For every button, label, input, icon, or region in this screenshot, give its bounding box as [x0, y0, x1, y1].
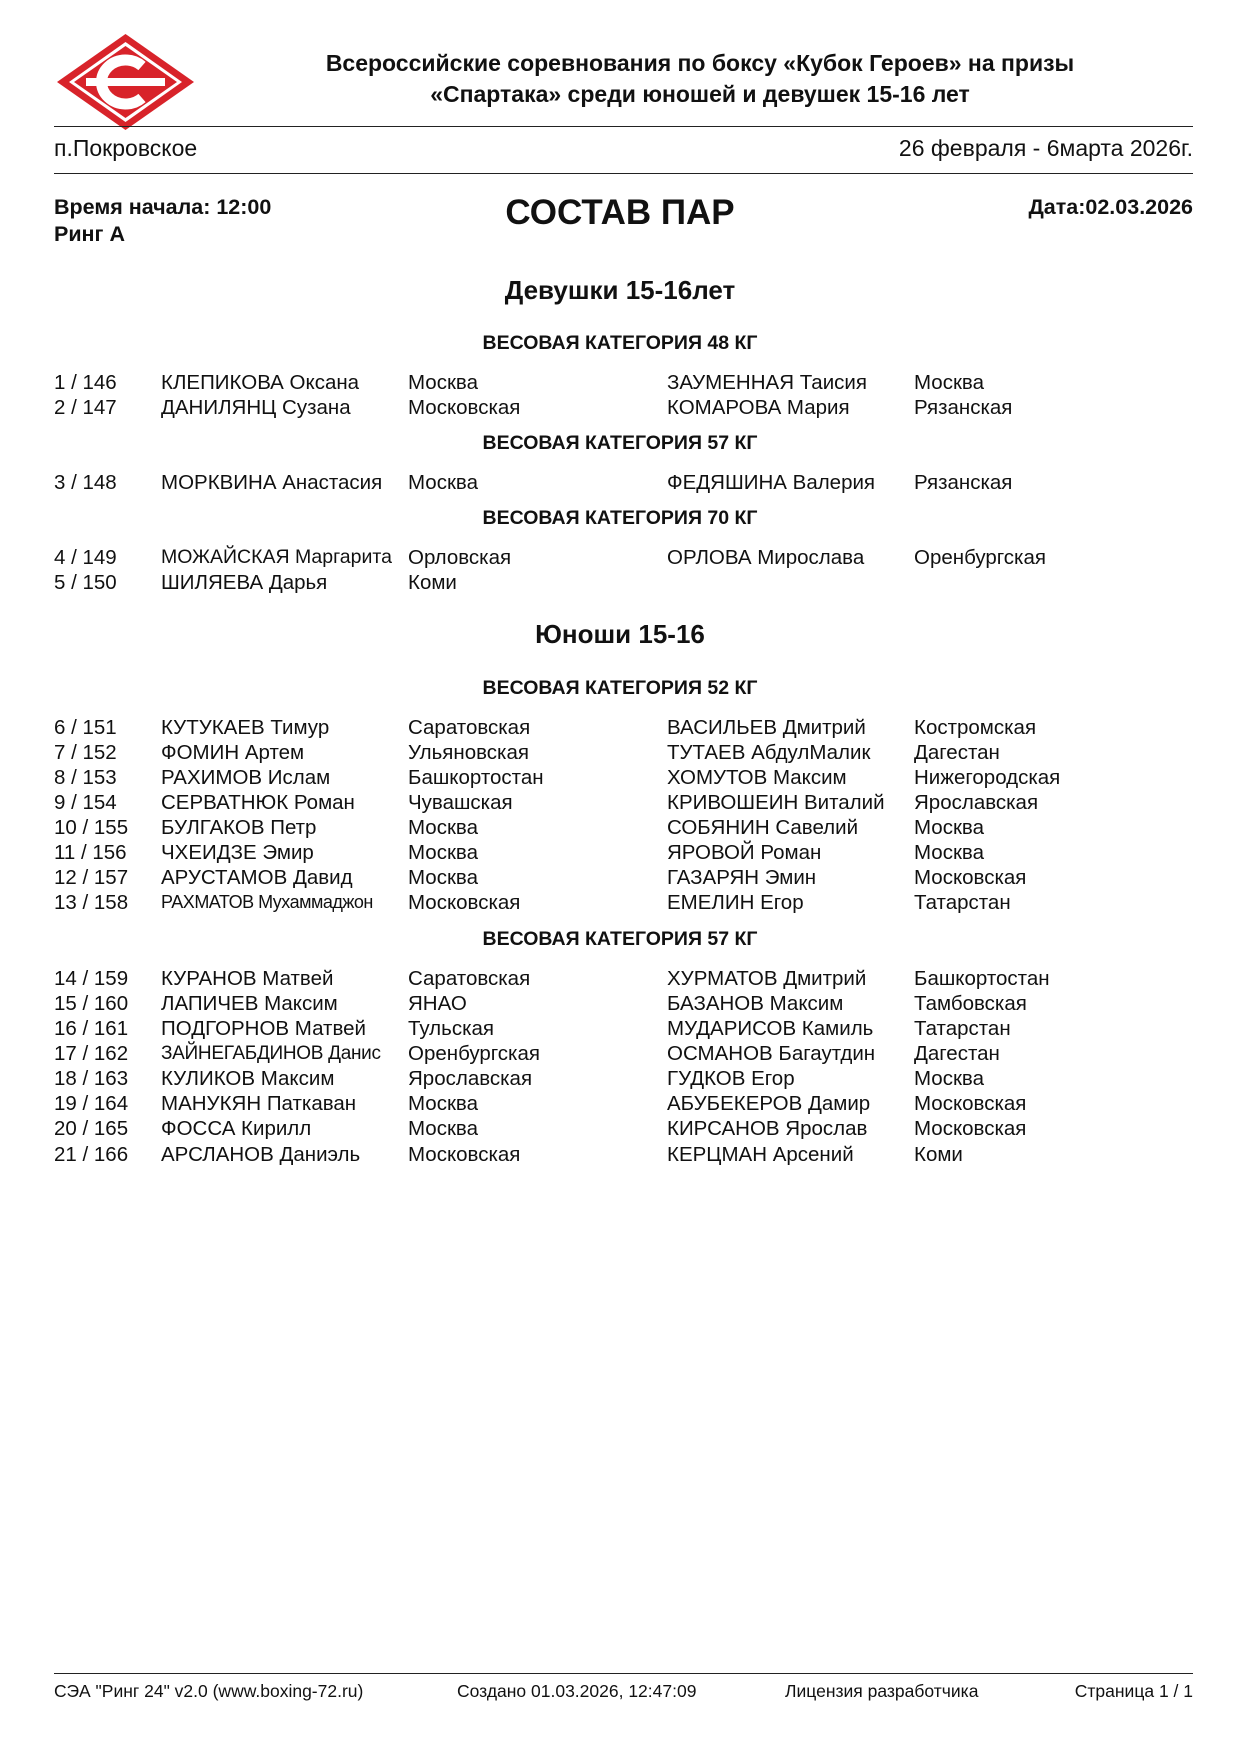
region-blue: Костромская [914, 716, 1037, 739]
boxer-red: МАНУКЯН Паткаван [161, 1092, 357, 1115]
region-blue: Ярославская [914, 791, 1039, 814]
region-blue: Москва [914, 371, 984, 394]
region-red: Ульяновская [408, 741, 529, 764]
bout-number: 8 / 153 [54, 766, 117, 789]
boxer-red: ЧХЕИДЗЕ Эмир [161, 841, 314, 864]
region-blue: Оренбургская [914, 546, 1046, 569]
bout-number: 16 / 161 [54, 1017, 129, 1040]
bout-number: 13 / 158 [54, 891, 129, 914]
bout-row [0, 715, 1240, 740]
weight-category-title: ВЕСОВАЯ КАТЕГОРИЯ 70 КГ [482, 507, 758, 529]
bout-row [0, 1142, 1240, 1167]
boxer-blue: ХУРМАТОВ Дмитрий [667, 967, 867, 990]
boxer-red: АРУСТАМОВ Давид [161, 866, 353, 889]
bout-row [0, 545, 1240, 570]
bout-row [0, 865, 1240, 890]
weight-category-title: ВЕСОВАЯ КАТЕГОРИЯ 57 КГ [482, 928, 758, 950]
region-red: Москва [408, 866, 478, 889]
region-red: Коми [408, 571, 457, 594]
event-dates: 26 февраля - 6марта 2026г. [898, 135, 1193, 161]
bout-row [0, 470, 1240, 495]
bout-number: 5 / 150 [54, 571, 117, 594]
bout-row [0, 1016, 1240, 1041]
region-blue: Дагестан [914, 1042, 1000, 1065]
footer-software: СЭА "Ринг 24" v2.0 (www.boxing-72.ru) [54, 1681, 364, 1701]
boxer-red: СЕРВАТНЮК Роман [161, 791, 355, 814]
region-blue: Татарстан [914, 891, 1011, 914]
boxer-blue: КИРСАНОВ Ярослав [667, 1117, 868, 1140]
location: п.Покровское [54, 135, 198, 161]
bout-number: 21 / 166 [54, 1143, 129, 1166]
bout-row [0, 1091, 1240, 1116]
boxer-blue: КОМАРОВА Мария [667, 396, 850, 419]
start-time: Время начала: 12:00 [54, 195, 272, 219]
competition-title-line1: Всероссийские соревнования по боксу «Кубок Героев» на призы [325, 50, 1075, 76]
boxer-blue: АБУБЕКЕРОВ Дамир [667, 1092, 871, 1115]
boxer-blue: ФЕДЯШИНА Валерия [667, 471, 876, 494]
boxer-blue: МУДАРИСОВ Камиль [667, 1017, 874, 1040]
boxer-red: ЗАЙНЕГАБДИНОВ Данис [161, 1043, 381, 1064]
boxer-red: КУЛИКОВ Максим [161, 1067, 335, 1090]
boxer-red: КУТУКАЕВ Тимур [161, 716, 330, 739]
section-title-girls: Девушки 15-16лет [504, 275, 736, 305]
region-red: Башкортостан [408, 766, 544, 789]
region-red: Ярославская [408, 1067, 533, 1090]
bout-row [0, 570, 1240, 595]
boxer-red: МОЖАЙСКАЯ Маргарита [161, 546, 392, 568]
region-red: Москва [408, 371, 478, 394]
bout-row [0, 966, 1240, 991]
bout-number: 2 / 147 [54, 396, 117, 419]
bout-number: 20 / 165 [54, 1117, 129, 1140]
region-red: Московская [408, 396, 521, 419]
boxer-blue: ХОМУТОВ Максим [667, 766, 847, 789]
spartak-logo [54, 31, 197, 133]
boxer-red: ЛАПИЧЕВ Максим [161, 992, 338, 1015]
boxer-red: МОРКВИНА Анастасия [161, 471, 383, 494]
region-red: Орловская [408, 546, 512, 569]
bout-number: 4 / 149 [54, 546, 117, 569]
region-red: ЯНАО [408, 992, 467, 1015]
footer-created: Создано 01.03.2026, 12:47:09 [457, 1681, 697, 1701]
region-blue: Дагестан [914, 741, 1000, 764]
bout-number: 9 / 154 [54, 791, 117, 814]
header-divider-2 [54, 173, 1193, 174]
boxer-red: КУРАНОВ Матвей [161, 967, 334, 990]
bout-number: 17 / 162 [54, 1042, 129, 1065]
bout-number: 14 / 159 [54, 967, 129, 990]
boxer-blue: ОСМАНОВ Багаутдин [667, 1042, 876, 1065]
bout-row [0, 1041, 1240, 1066]
section-title-boys: Юноши 15-16 [535, 619, 705, 649]
region-red: Московская [408, 891, 521, 914]
boxer-blue: ОРЛОВА Мирослава [667, 546, 865, 569]
bout-row [0, 815, 1240, 840]
region-blue: Коми [914, 1143, 963, 1166]
weight-category-title: ВЕСОВАЯ КАТЕГОРИЯ 48 КГ [482, 332, 758, 354]
boxer-red: РАХИМОВ Ислам [161, 766, 331, 789]
boxer-blue: СОБЯНИН Савелий [667, 816, 859, 839]
boxer-blue: ЯРОВОЙ Роман [667, 841, 822, 864]
boxer-blue: ГУДКОВ Егор [667, 1067, 795, 1090]
bout-number: 6 / 151 [54, 716, 117, 739]
boxer-blue: КРИВОШЕИН Виталий [667, 791, 885, 814]
boxer-red: ФОМИН Артем [161, 741, 305, 764]
boxer-red: ДАНИЛЯНЦ Сузана [161, 396, 351, 419]
boxer-blue: КЕРЦМАН Арсений [667, 1143, 854, 1166]
bout-row [0, 395, 1240, 420]
boxer-red: АРСЛАНОВ Даниэль [161, 1143, 361, 1166]
boxer-red: ШИЛЯЕВА Дарья [161, 571, 328, 594]
footer-license: Лицензия разработчика [785, 1681, 979, 1701]
bout-number: 3 / 148 [54, 471, 117, 494]
boxer-blue: ТУТАЕВ АбдулМалик [667, 741, 871, 764]
bout-row [0, 840, 1240, 865]
region-red: Москва [408, 841, 478, 864]
boxer-blue: ГАЗАРЯН Эмин [667, 866, 817, 889]
region-blue: Тамбовская [914, 992, 1027, 1015]
bout-row [0, 740, 1240, 765]
region-red: Москва [408, 1092, 478, 1115]
weight-category-title: ВЕСОВАЯ КАТЕГОРИЯ 52 КГ [482, 677, 758, 699]
bout-number: 18 / 163 [54, 1067, 129, 1090]
boxer-red: КЛЕПИКОВА Оксана [161, 371, 360, 394]
region-red: Оренбургская [408, 1042, 540, 1065]
bout-row [0, 370, 1240, 395]
footer-divider [54, 1673, 1193, 1674]
region-blue: Москва [914, 816, 984, 839]
document-date: Дата:02.03.2026 [1028, 195, 1193, 219]
region-blue: Московская [914, 1117, 1027, 1140]
weight-category-title: ВЕСОВАЯ КАТЕГОРИЯ 57 КГ [482, 432, 758, 454]
boxer-blue: ЗАУМЕННАЯ Таисия [667, 371, 867, 394]
boxer-red: РАХМАТОВ Мухаммаджон [161, 892, 373, 912]
region-red: Московская [408, 1143, 521, 1166]
boxer-red: БУЛГАКОВ Петр [161, 816, 317, 839]
region-blue: Рязанская [914, 471, 1013, 494]
region-blue: Рязанская [914, 396, 1013, 419]
bout-number: 1 / 146 [54, 371, 117, 394]
region-blue: Нижегородская [914, 766, 1061, 789]
document-title: СОСТАВ ПАР [505, 193, 735, 232]
region-blue: Московская [914, 866, 1027, 889]
bout-row [0, 890, 1240, 915]
region-blue: Москва [914, 841, 984, 864]
bout-number: 10 / 155 [54, 816, 129, 839]
region-red: Саратовская [408, 716, 531, 739]
region-blue: Татарстан [914, 1017, 1011, 1040]
region-red: Москва [408, 1117, 478, 1140]
boxer-blue: БАЗАНОВ Максим [667, 992, 844, 1015]
region-red: Чувашская [408, 791, 513, 814]
region-red: Москва [408, 816, 478, 839]
bout-number: 11 / 156 [54, 841, 127, 864]
footer-page-number: Страница 1 / 1 [1074, 1681, 1193, 1701]
region-red: Москва [408, 471, 478, 494]
ring-label: Ринг А [54, 222, 125, 246]
header-divider [54, 126, 1193, 127]
bout-number: 19 / 164 [54, 1092, 129, 1115]
bout-row [0, 991, 1240, 1016]
bout-number: 7 / 152 [54, 741, 117, 764]
competition-title-line2: «Спартака» среди юношей и девушек 15-16 лет [430, 81, 970, 107]
bout-row [0, 1116, 1240, 1141]
boxer-red: ФОССА Кирилл [161, 1117, 312, 1140]
boxer-red: ПОДГОРНОВ Матвей [161, 1017, 366, 1040]
bout-row [0, 1066, 1240, 1091]
region-blue: Московская [914, 1092, 1027, 1115]
bout-row [0, 790, 1240, 815]
region-red: Тульская [408, 1017, 494, 1040]
region-blue: Москва [914, 1067, 984, 1090]
boxer-blue: ЕМЕЛИН Егор [667, 891, 804, 914]
region-blue: Башкортостан [914, 967, 1050, 990]
bout-number: 15 / 160 [54, 992, 129, 1015]
bout-number: 12 / 157 [54, 866, 129, 889]
region-red: Саратовская [408, 967, 531, 990]
boxer-blue: ВАСИЛЬЕВ Дмитрий [667, 716, 866, 739]
bout-row [0, 765, 1240, 790]
